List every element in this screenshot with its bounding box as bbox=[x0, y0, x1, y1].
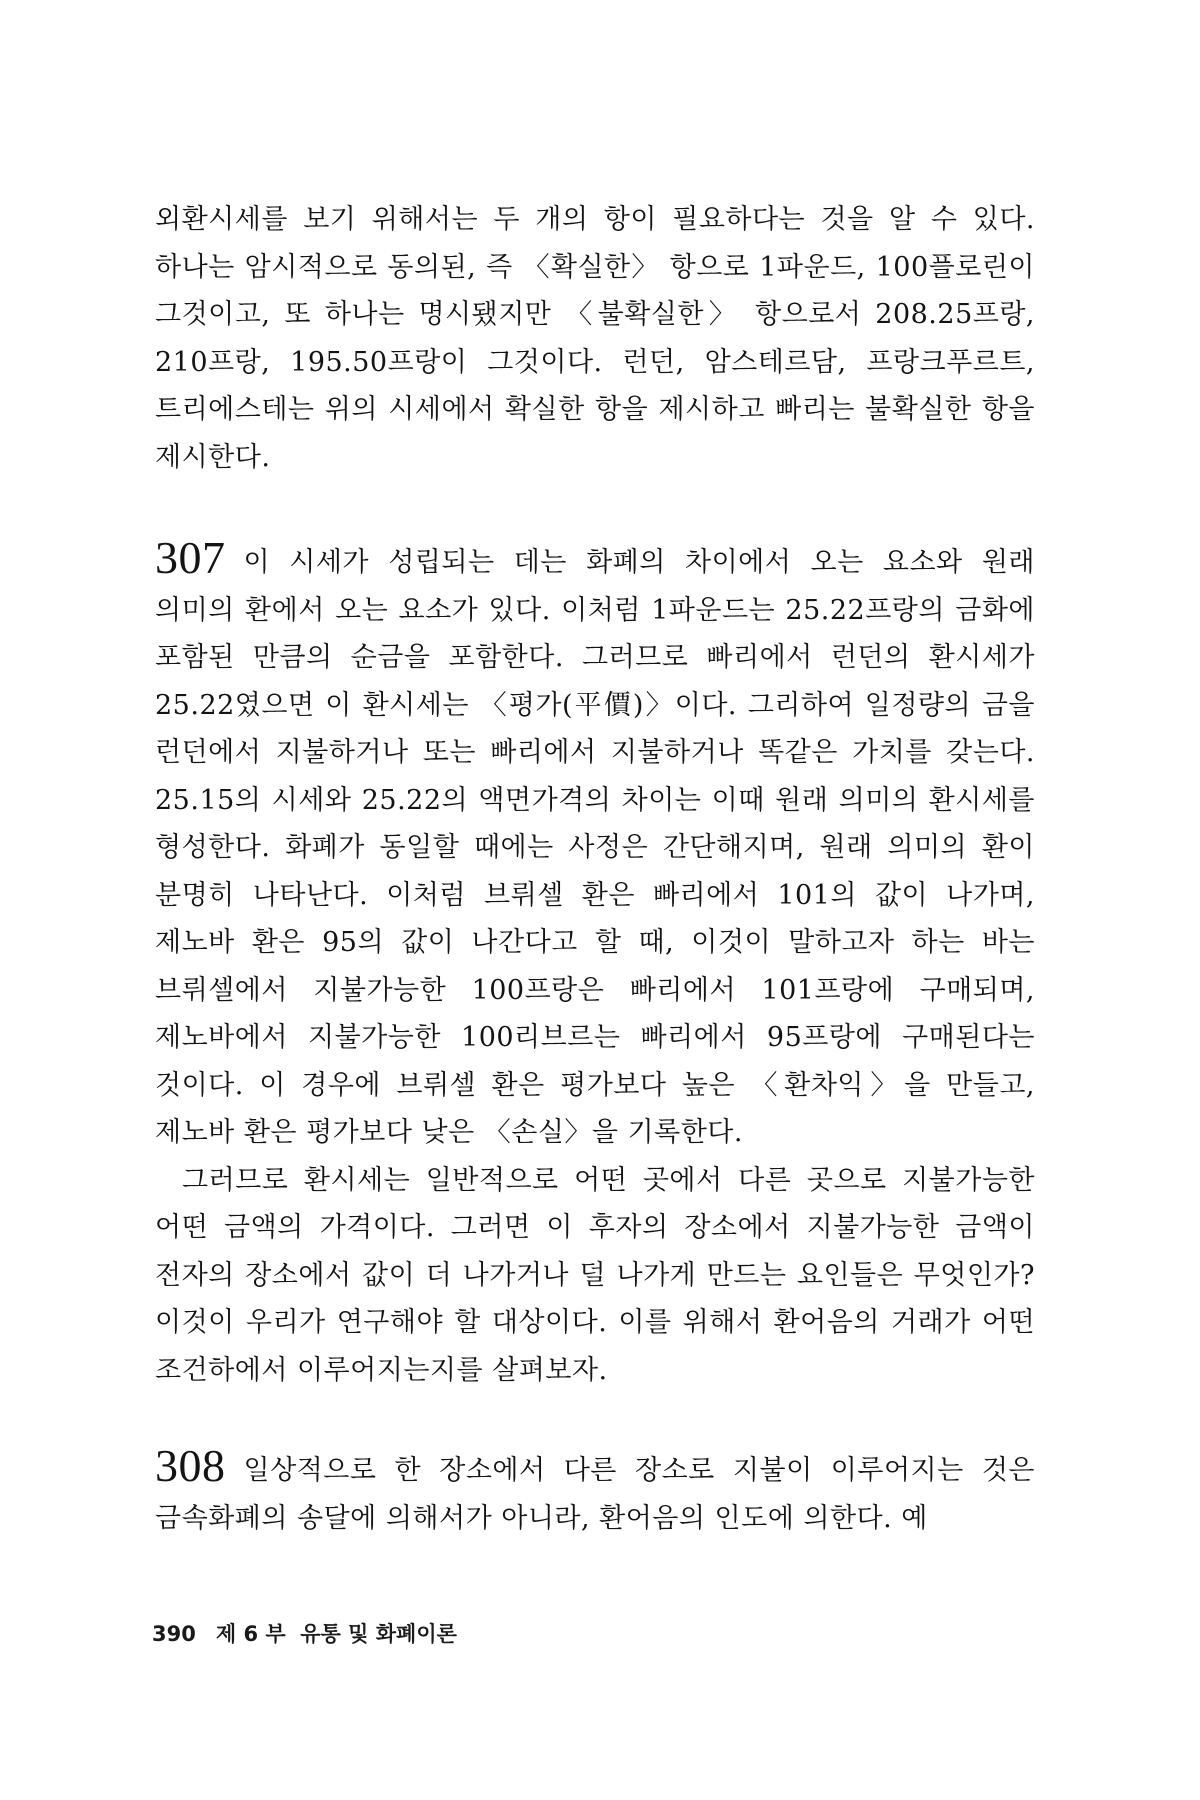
section-number-307: 307 bbox=[155, 532, 226, 583]
section-307-paragraph-2: 그러므로 환시세는 일반적으로 어떤 곳에서 다른 곳으로 지불가능한 어떤 금액의 가격이다. 그러면 이 후자의 장소에서 지불가능한 금액이 전자의 장소에서 값이 더 나가거나 덜 나가게 만드는 요인들은 무엇인가? 이것이 우리가 연구해야 할 대상이다. 이를 위해서 환어음의 거래가 어떤 조건하에서 이루어지는지를 살펴보자. bbox=[155, 1164, 1035, 1386]
section-number-308: 308 bbox=[155, 1440, 226, 1491]
paragraph-intro: 외환시세를 보기 위해서는 두 개의 항이 필요하다는 것을 알 수 있다. 하나는 암시적으로 동의된, 즉 〈확실한〉 항으로 1파운드, 100플로린이 그것이고, 또 하나는 명시됐지만 〈불확실한〉 항으로서 208.25프랑, 210프랑, 195.50프랑이 그것이다. 런던, 암스테르담, 프랑크푸르트, 트리에스테는 위의 시세에서 확실한 항을 제시하고 빠리는 불확실한 항을 제시한다. bbox=[155, 204, 1035, 473]
section-308-paragraph bbox=[155, 1440, 1035, 1542]
section-307-text: 이 시세가 성립되는 데는 화폐의 차이에서 오는 요소와 원래 의미의 환에서 오는 요소가 있다. 이처럼 1파운드는 25.22프랑의 금화에 포함된 만큼의 순금을 포함한다. 그러므로 빠리에서 런던의 환시세가 25.22였으면 이 환시세는 〈평가(平價)〉이다. 그리하여 일정량의 금을 런던에서 지불하거나 또는 빠리에서 지불하거나 똑같은 가치를 갖는다. 25.15의 시세와 25.22의 액면가격의 차이는 이때 원래 의미의 환시세를 형성한다. 화폐가 동일할 때에는 사정은 간단해지며, 원래 의미의 환이 분명히 나타난다. 이처럼 브뤼셀 환은 빠리에서 101의 값이 나가며, 제노바 환은 95의 값이 나간다고 할 때, 이것이 말하고자 하는 바는 브뤼셀에서 지불가능한 100프랑은 빠리에서 101프랑에 구매되며, 제노바에서 지불가능한 100리브르는 빠리에서 95프랑에 구매된다는 것이다. 이 경우에 브뤼셀 환은 평가보다 높은 〈환차익〉을 만들고, 제노바 환은 평가보다 낮은 〈손실〉을 기록한다. bbox=[155, 547, 1035, 1148]
running-title: 제 6 부 유통 및 화폐이론 bbox=[215, 1622, 457, 1646]
page-footer bbox=[152, 1618, 457, 1648]
section-307-paragraph bbox=[155, 532, 1035, 1157]
section-308-text: 일상적으로 한 장소에서 다른 장소로 지불이 이루어지는 것은 금속화폐의 송달에 의해서가 아니라, 환어음의 인도에 의한다. 예 bbox=[155, 1455, 1035, 1534]
section-gap bbox=[155, 481, 1035, 538]
section-gap bbox=[155, 1394, 1035, 1446]
page-number: 390 bbox=[152, 1622, 196, 1646]
page-body bbox=[155, 196, 1035, 1776]
